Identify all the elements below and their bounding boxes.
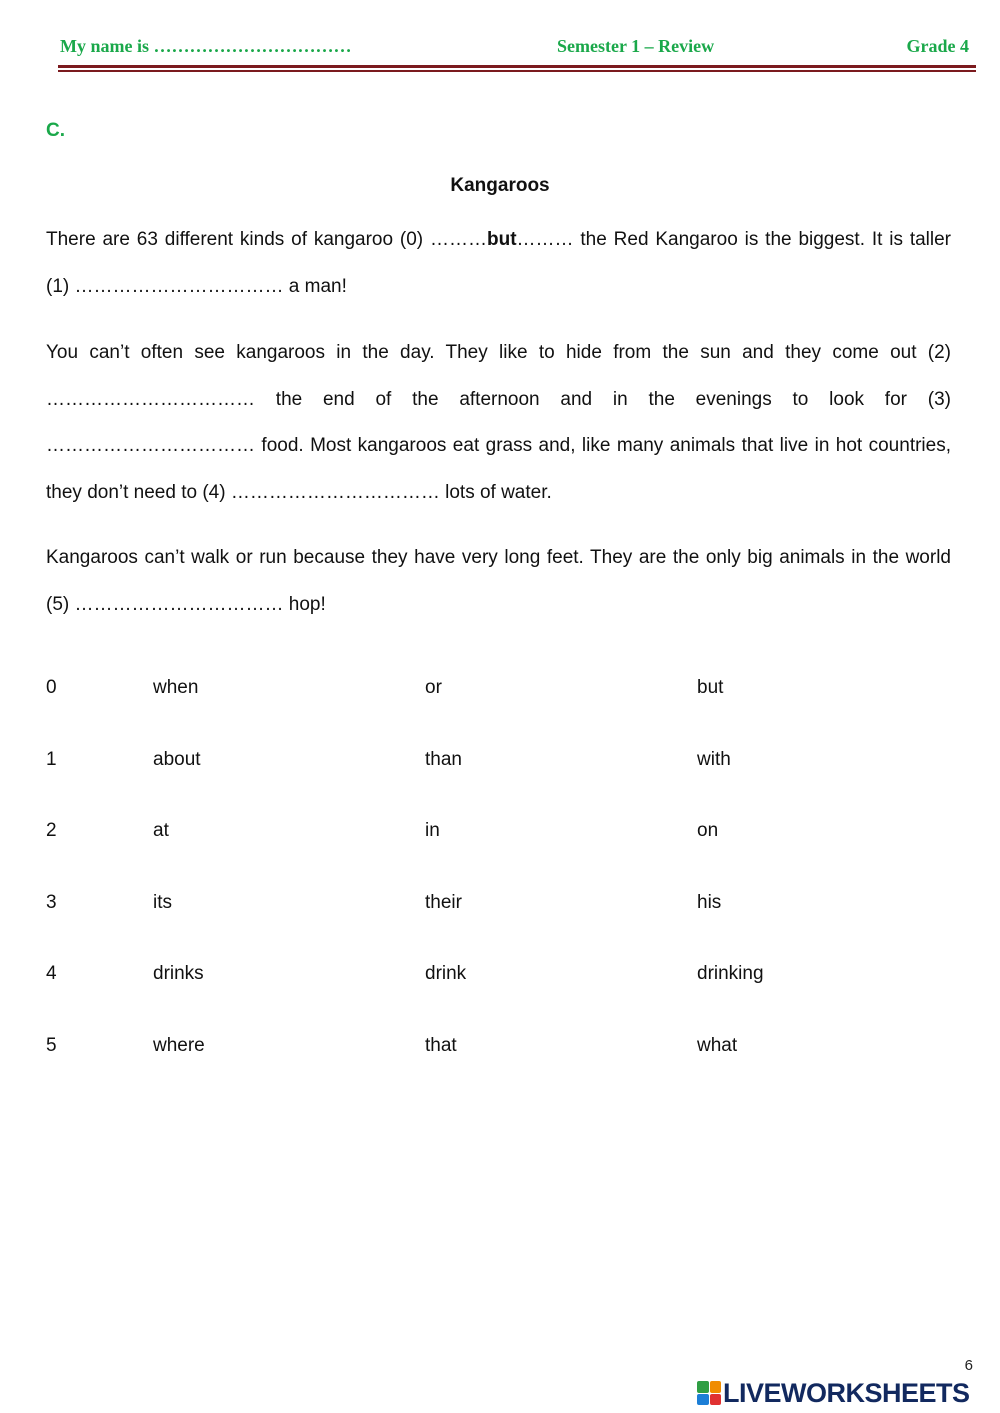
- option-number: 3: [46, 891, 57, 913]
- option-c[interactable]: on: [697, 820, 719, 841]
- option-a[interactable]: about: [153, 748, 201, 770]
- logo-square: [710, 1381, 722, 1393]
- header-rule-thin: [58, 70, 976, 72]
- semester-label: Semester 1 – Review: [557, 36, 715, 56]
- header-rule-thick: [58, 65, 976, 68]
- logo-mark-icon: [697, 1381, 721, 1405]
- paragraph-2: You can’t often see kangaroos in the day. They like to hide from the sun and they come out (2) …………………………… the end of the afternoon and in the evenings to look for (3) …………………………… food. Most kangaroos eat grass and, like many animals that live in hot countries, they don’t need to (4) …………………………… lots of water.: [46, 342, 951, 503]
- option-c[interactable]: but: [697, 677, 724, 698]
- section-letter: C.: [46, 120, 65, 141]
- reading-title: Kangaroos: [450, 175, 550, 196]
- paragraph-1-after: ……… the Red Kangaroo is the biggest. It is taller (1) …………………………… a man!: [46, 229, 952, 297]
- option-a[interactable]: its: [153, 891, 172, 913]
- liveworksheets-logo[interactable]: [697, 1378, 995, 1408]
- answer-options-table: [46, 673, 946, 1102]
- option-a[interactable]: when: [153, 677, 199, 698]
- page-header: [58, 36, 976, 60]
- paragraph-3: Kangaroos can’t walk or run because they have very long feet. They are the only big animals in the world (5) …………………………… hop!: [46, 547, 951, 615]
- option-number: 4: [46, 963, 57, 984]
- logo-square: [697, 1394, 709, 1406]
- option-row: [46, 745, 946, 817]
- name-field-label: My name is ……………………………: [60, 36, 352, 56]
- page-number: 6: [964, 1357, 973, 1374]
- logo-text: LIVEWORKSHEETS: [723, 1378, 970, 1408]
- option-number: 5: [46, 1034, 57, 1056]
- option-row: [46, 816, 946, 888]
- paragraph-1: [46, 217, 951, 310]
- option-row: [46, 1031, 946, 1103]
- example-answer: but: [487, 229, 517, 250]
- logo-square: [697, 1381, 709, 1393]
- option-c[interactable]: what: [697, 1034, 738, 1056]
- paragraph-1-before: There are 63 different kinds of kangaroo (0) ………: [46, 229, 487, 250]
- option-number: 2: [46, 820, 57, 841]
- option-a[interactable]: where: [153, 1034, 205, 1056]
- grade-label: Grade 4: [906, 36, 969, 56]
- option-b[interactable]: in: [425, 820, 440, 841]
- logo-square: [710, 1394, 722, 1406]
- option-b[interactable]: their: [425, 891, 462, 913]
- option-a[interactable]: at: [153, 820, 169, 841]
- option-c[interactable]: with: [697, 748, 731, 770]
- option-b[interactable]: or: [425, 677, 442, 698]
- option-row: [46, 959, 946, 1031]
- option-a[interactable]: drinks: [153, 963, 204, 984]
- option-c[interactable]: drinking: [697, 963, 764, 984]
- option-number: 1: [46, 748, 57, 770]
- option-number: 0: [46, 677, 57, 698]
- option-row: [46, 888, 946, 960]
- option-row: [46, 673, 946, 745]
- option-c[interactable]: his: [697, 891, 722, 913]
- option-b[interactable]: than: [425, 748, 462, 770]
- option-b[interactable]: drink: [425, 963, 467, 984]
- option-b[interactable]: that: [425, 1034, 457, 1056]
